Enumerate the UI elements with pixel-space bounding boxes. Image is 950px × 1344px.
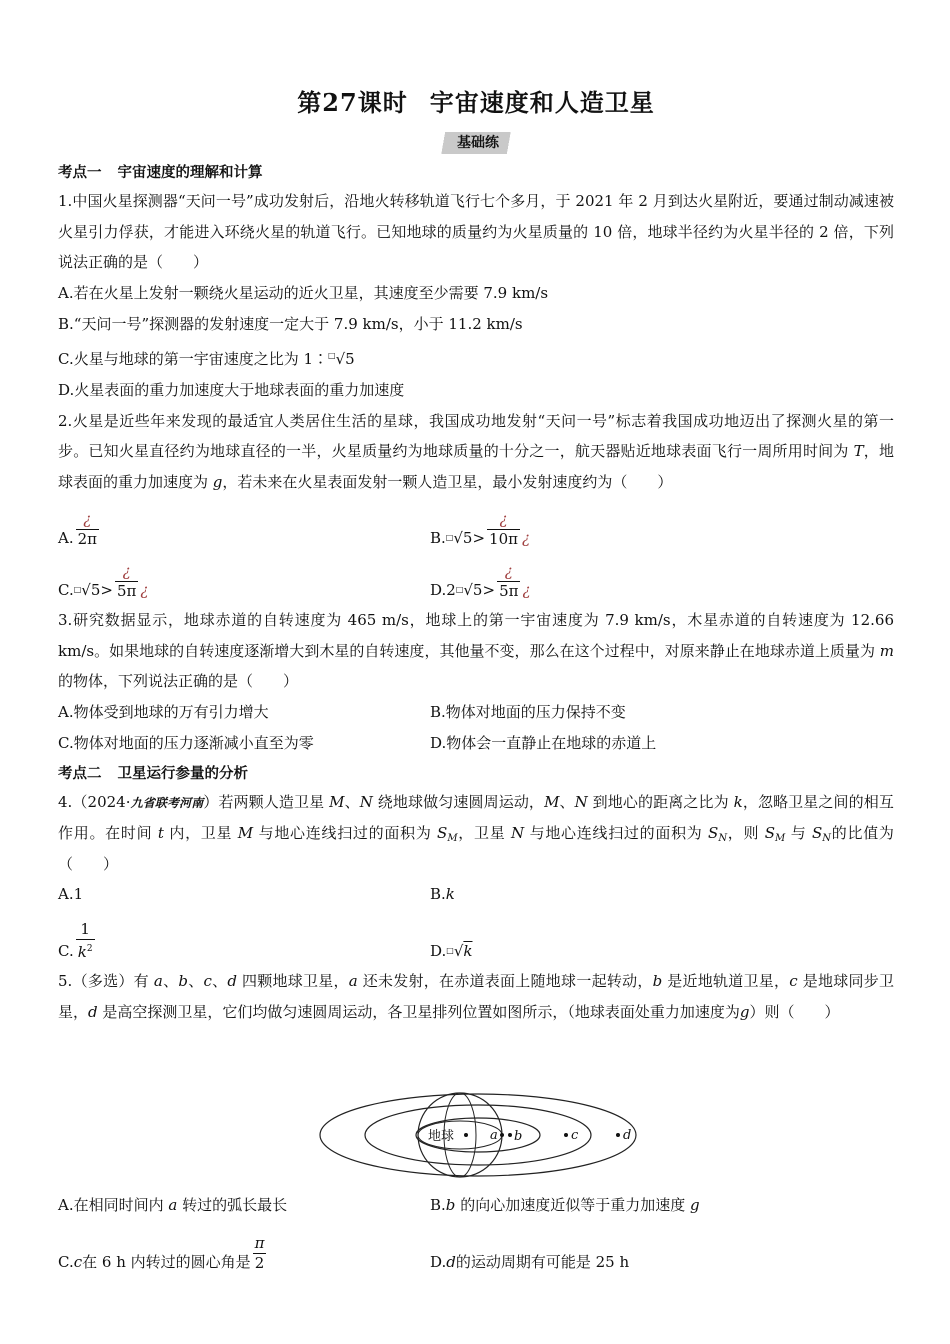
q5-option-a-pre: A.在相同时间内 [58, 1196, 164, 1214]
q5-option-c-var: c [73, 1253, 83, 1271]
q4-option-d-var: k [463, 942, 473, 960]
q5-option-a[interactable] [58, 1190, 430, 1221]
q5-var-c-2: c [789, 972, 798, 990]
q4-var-m: M [329, 792, 345, 811]
q3-option-d[interactable]: D.物体会一直静止在地球的赤道上 [430, 733, 657, 752]
q5-sep-1: 、 [162, 972, 179, 990]
q2-stem [58, 406, 894, 498]
q5-text-5: 是高空探测卫星，它们均做匀速圆周运动，各卫星排列位置如图所示，（地球表面处重力加速度为 [102, 1002, 740, 1021]
q3-stem-text: 3.研究数据显示，地球赤道的自转速度为 465 m/s，地球上的第一宇宙速度为 7.9 km/s，木星赤道的自转速度为 12.66 km/s。如果地球的自转速度逐渐增大到木星的自转速度，其他量不变，那么在这个过程中，对原来静止在地球赤道上质量为 [58, 611, 894, 660]
q4-option-d-root: √ [453, 942, 464, 960]
q5-option-c[interactable] [58, 1221, 430, 1273]
q2-option-d-trail: ¿ [522, 581, 531, 599]
q5-var-b-2: b [652, 972, 663, 990]
q5-option-c-pre: C. [58, 1253, 74, 1271]
q5-sep-2: 、 [187, 972, 204, 990]
q5-var-b: b [178, 972, 188, 990]
q4-sub-n-2: N [822, 833, 832, 844]
label-b: b [514, 1129, 523, 1144]
q5-text-1: 四颗地球卫星， [242, 972, 349, 990]
q5-option-b[interactable] [430, 1190, 802, 1221]
q2-options-row-2 [58, 549, 894, 601]
q1-option-a[interactable]: A.若在火星上发射一颗绕火星运动的近火卫星，其速度至少需要 7.9 km/s [58, 283, 549, 302]
q2-option-b-trail: ¿ [522, 529, 531, 547]
q2-option-d-gt: > [482, 581, 496, 599]
q4-text-11: 的比值为（ ） [58, 824, 894, 873]
section-1-label: 考点一 [58, 165, 102, 181]
q3-stem [58, 605, 894, 697]
section-1-name: 宇宙速度的理解和计算 [117, 165, 263, 181]
q4-var-s: S [437, 824, 448, 842]
section-2-label: 考点二 [58, 765, 102, 782]
title-lesson: 课时 [357, 89, 408, 117]
q2-option-d-coef: 2 [446, 581, 456, 599]
q4-text-1: ）若两颗人造卫星 [203, 792, 325, 811]
q5-sep-3: 、 [211, 972, 228, 990]
q5-option-b-mid: 的向心加速度近似等于重力加速度 [460, 1196, 686, 1214]
q4-option-c-den [76, 939, 95, 962]
q5-option-d-mid: 的运动周期有可能是 25 h [455, 1253, 630, 1271]
q3-options-row-1 [58, 697, 894, 728]
earth-center-dot [464, 1133, 468, 1137]
q5-var-d: d [227, 972, 237, 990]
q2-option-b-root: √5 [453, 529, 473, 547]
q4-source: 九省联考河南 [130, 795, 204, 810]
q2-stem-text: 2.火星是近些年来发现的最适宜人类居住生活的星球，我国成功地发射“天问一号”标志着我国成功地迈出了探测火星的第一步。已知火星直径约为地球直径的一半，火星质量约为地球质量的十分之一，航天器贴近地球表面飞行一周所用时间为 [58, 411, 894, 460]
q4-var-n-2: N [574, 792, 588, 811]
q5-var-g: g [739, 1002, 750, 1021]
q4-stem [58, 787, 894, 880]
basic-practice-badge: 基础练 [435, 132, 517, 154]
q2-option-d-den: 5π [499, 582, 519, 600]
q5-stem [58, 966, 894, 1027]
section-1-heading [58, 160, 894, 186]
q5-text-3: 是近地轨道卫星， [667, 972, 790, 990]
q5-options-row-2 [58, 1221, 894, 1273]
q4-text-4: ，忽略卫星之间的相互作用。在时间 [58, 792, 894, 842]
q2-stem-mid: ，地球表面的重力加速度为 [58, 442, 894, 491]
q5-option-d-pre: D. [430, 1253, 447, 1271]
q1-option-c-text: C.火星与地球的第一宇宙速度之比为 1∶ [58, 349, 329, 368]
q5-text-4: 是地球同步卫星， [58, 972, 894, 1021]
q4-number: 4.（ [58, 792, 88, 811]
q4-sub-m-2: M [775, 833, 786, 844]
q3-option-c[interactable]: C.物体对地面的压力逐渐减小直至为零 [58, 733, 314, 752]
q1-stem: 1.中国火星探测器“天问一号”成功发射后，沿地火转移轨道飞行七个多月，于 2021 年 2 月到达火星附近，要通过制动减速被火星引力俘获，才能进入环绕火星的轨道飞行。已知地球的质量约为火星质量的 10 倍，地球半径约为火星半径的 2 倍，下列说法正确的是（ ） [58, 192, 894, 271]
q5-options [58, 1190, 894, 1273]
q5-head: 5.（多选）有 [58, 972, 149, 990]
q4-sep-1: 、 [344, 792, 360, 811]
document-page [58, 86, 894, 1027]
q2-options-row-1 [58, 497, 894, 549]
q3-var-m: m [879, 641, 894, 660]
q4-option-b[interactable] [430, 879, 802, 910]
q2-option-c-den: 5π [116, 582, 137, 600]
q2-option-c[interactable]: C. □ √5 > $\frac{¿}{5\pi}$ ¿ [58, 562, 149, 600]
q2-option-c-fraction [115, 562, 138, 601]
q5-option-c-fraction [253, 1234, 267, 1273]
q3-stem-tail: 的物体，下列说法正确的是（ ） [58, 672, 299, 690]
satellite-a-dot [500, 1133, 504, 1137]
q4-option-c-fraction [76, 920, 95, 962]
q5-option-d[interactable] [430, 1221, 802, 1273]
q4-option-c-exp: 2 [86, 944, 93, 954]
orbit-c [365, 1105, 591, 1165]
q4-sub-n: N [718, 833, 728, 844]
q4-text-8: 与地心连线扫过的面积为 [529, 824, 703, 842]
q4-text-2: 绕地球做匀速圆周运动， [377, 792, 545, 811]
q4-option-c-label: C. [58, 942, 74, 960]
section-2-heading [58, 761, 894, 787]
q5-option-d-var: d [446, 1253, 456, 1271]
section-2-name: 卫星运行参量的分析 [117, 765, 248, 782]
label-a: a [490, 1128, 498, 1143]
q2-option-a-num: ¿ [83, 510, 92, 528]
q2-option-d-label: D. [430, 581, 447, 599]
q4-var-m-3: M [237, 824, 254, 842]
q2-option-c-label: C. [58, 581, 74, 599]
title-topic: 宇宙速度和人造卫星 [429, 89, 655, 117]
satellite-d-dot [616, 1133, 620, 1137]
q2-option-b[interactable]: B. □ √5 > $\frac{¿}{10\pi}$ ¿ [430, 510, 531, 548]
satellite-orbits-figure [318, 1092, 648, 1188]
q4-option-d-label: D. [430, 942, 447, 960]
q4-text-6: 与地心连线扫过的面积为 [258, 824, 432, 842]
q4-option-c-num: 1 [80, 920, 90, 938]
q2-var-t: T [853, 442, 864, 460]
q5-text-2: 还未发射，在赤道表面上随地球一起转动， [362, 972, 653, 990]
q3-options-row-2 [58, 728, 894, 759]
q4-option-c-den-var: k [77, 943, 87, 961]
q4-text-9: ，则 [727, 824, 760, 842]
q2-option-d-num: ¿ [504, 562, 513, 580]
page-title [58, 86, 894, 120]
q4-text-7: ，卫星 [457, 824, 506, 842]
q2-option-c-num: ¿ [122, 562, 131, 580]
q4-option-b-var: k [445, 885, 455, 903]
q2-option-b-num: ¿ [499, 510, 508, 528]
q4-options-row-2 [58, 910, 894, 962]
q3-option-b[interactable]: B.物体对地面的压力保持不变 [430, 702, 626, 721]
q4-var-m-2: M [544, 792, 560, 811]
q2-option-a-fraction [76, 510, 99, 549]
q5-var-c: c [203, 972, 212, 990]
q4-var-t: t [157, 824, 164, 842]
q5-option-a-var: a [168, 1196, 178, 1214]
q5-option-b-g: g [689, 1196, 700, 1214]
q5-option-b-var: b [445, 1196, 456, 1214]
q5-text-6: ）则（ ） [749, 1002, 840, 1021]
earth-label: 地球 [428, 1129, 455, 1144]
q1-option-c-root: √5 [335, 349, 355, 368]
label-c: c [571, 1128, 579, 1143]
q4-text-5: 内，卫星 [169, 824, 233, 842]
q5-var-d-2: d [88, 1002, 98, 1021]
q5-option-c-den: 2 [254, 1254, 265, 1272]
q4-text-3: 到地心的距离之比为 [592, 792, 729, 811]
q2-option-a-label: A. [58, 529, 74, 547]
title-number: 27 [322, 88, 358, 117]
q5-var-a: a [153, 972, 163, 990]
q2-option-a[interactable] [58, 497, 430, 549]
q5-var-a-2: a [348, 972, 358, 990]
q2-option-a-den: 2π [77, 530, 98, 548]
q2-option-d-root: √5 [463, 581, 483, 599]
satellite-c-dot [564, 1133, 568, 1137]
q4-sub-m: M [447, 833, 458, 844]
q1-option-d[interactable]: D.火星表面的重力加速度大于地球表面的重力加速度 [58, 380, 405, 399]
q4-text-10: 与 [790, 824, 807, 842]
q4-var-s-2: S [708, 824, 719, 842]
q4-option-a[interactable]: A.1 [58, 885, 84, 903]
q4-sep-2: 、 [559, 792, 575, 811]
q4-option-c[interactable] [58, 910, 430, 962]
q5-option-b-pre: B. [430, 1196, 446, 1214]
q4-var-s-3: S [764, 824, 776, 842]
q2-option-c-gt: > [100, 581, 113, 599]
q4-options-row-1 [58, 879, 894, 910]
q3-option-a[interactable]: A.物体受到地球的万有引力增大 [58, 702, 269, 721]
title-prefix: 第 [297, 89, 323, 117]
q2-option-c-trail: ¿ [140, 581, 149, 599]
q2-option-d[interactable]: D. 2 □ √5 > $\frac{¿}{5\pi}$ ¿ [430, 562, 531, 600]
q5-option-c-mid: 在 6 h 内转过的圆心角是 [82, 1253, 251, 1271]
q1-option-c[interactable]: C.火星与地球的第一宇宙速度之比为 1∶□√5 [58, 349, 355, 368]
q4-option-d[interactable]: D. □ √ k [430, 942, 473, 960]
q5-option-a-post: 转过的弧长最长 [182, 1196, 288, 1214]
q4-var-n-3: N [510, 824, 525, 842]
q2-option-d-fraction [497, 562, 520, 601]
q4-var-k: k [733, 792, 743, 811]
q5-option-c-num: π [254, 1234, 265, 1252]
q4-option-b-label: B. [430, 885, 446, 903]
q2-var-g: g [212, 472, 223, 491]
satellite-b-dot [508, 1133, 512, 1137]
q2-option-c-root: √5 [81, 581, 101, 599]
q2-option-b-den: 10π [489, 530, 518, 548]
label-d: d [623, 1128, 632, 1143]
q2-stem-tail: ，若未来在火星表面发射一颗人造卫星，最小发射速度约为（ ） [222, 472, 673, 491]
q5-options-row-1 [58, 1190, 894, 1221]
q2-option-b-gt: > [472, 529, 486, 547]
badge-row [58, 132, 894, 156]
orbit-d [320, 1094, 636, 1176]
q2-option-b-fraction [487, 510, 520, 549]
q4-var-n: N [359, 792, 373, 811]
q2-option-b-label: B. [430, 529, 446, 547]
q1-option-b[interactable]: B.“天问一号”探测器的发射速度一定大于 7.9 km/s，小于 11.2 km/s [58, 314, 523, 333]
q4-year: 2024· [87, 792, 131, 811]
q4-var-s-4: S [812, 824, 823, 842]
